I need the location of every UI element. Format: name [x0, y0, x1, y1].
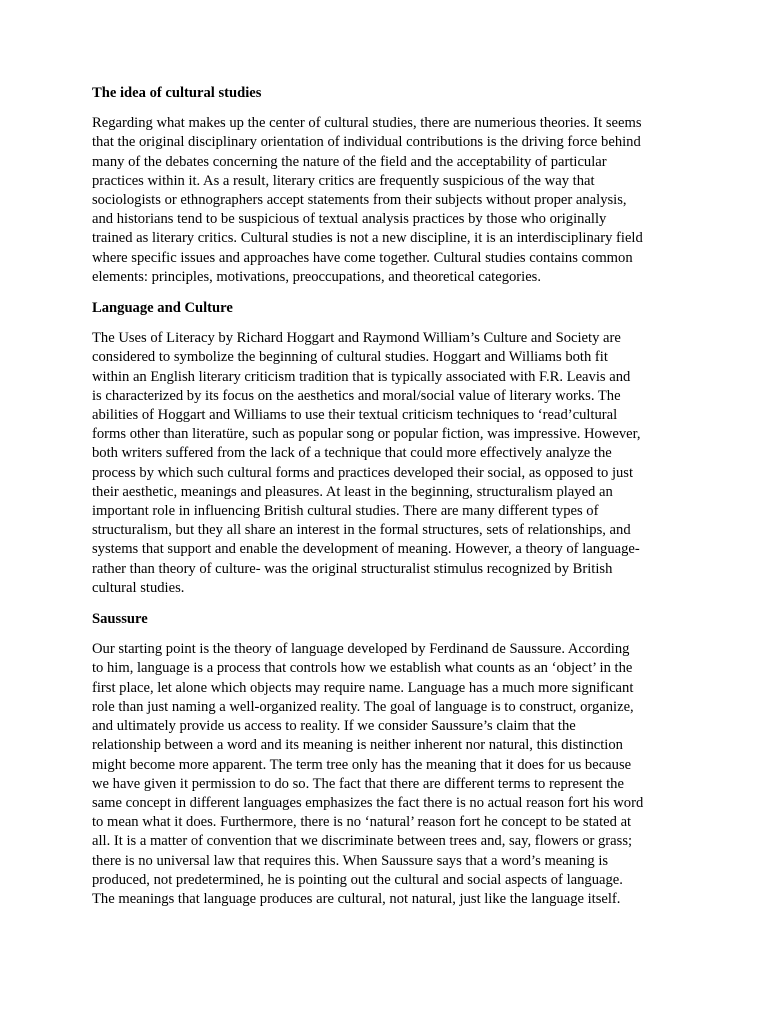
text-line: we have given it permission to do so. The fact that there are different terms to represent the — [92, 775, 624, 792]
text-line: abilities of Hoggart and Williams to use their textual criticism techniques to ‘read’cultural — [92, 407, 618, 424]
section-paragraph — [92, 114, 680, 287]
text-line: sociologists or ethnographers accept statements from their subjects without proper analysis, — [92, 192, 627, 209]
text-line: considered to symbolize the beginning of cultural studies. Hoggart and Williams both fit — [92, 349, 608, 366]
text-line: and ultimately provide us access to reality. If we consider Saussure’s claim that the — [92, 718, 576, 735]
text-line: there is no universal law that requires this. When Saussure says that a word’s meaning is — [92, 852, 609, 869]
text-line: rather than theory of culture- was the original structuralist stimulus recognized by British — [92, 560, 613, 577]
text-line: The Uses of Literacy by Richard Hoggart and Raymond William’s Culture and Society are — [92, 330, 621, 347]
text-line: both writers suffered from the lack of a technique that could more effectively analyze the — [92, 445, 612, 462]
section-language-and-culture — [92, 299, 680, 598]
text-line: within an English literary criticism tradition that is typically associated with F.R. Leavis and — [92, 368, 631, 385]
text-line: first place, let alone which objects may require name. Language has a much more significant — [92, 679, 634, 696]
text-line: might become more apparent. The term tree only has the meaning that it does for us because — [92, 756, 632, 773]
section-heading: Language and Culture — [92, 300, 233, 317]
section-paragraph — [92, 640, 680, 909]
text-line: The meanings that language produces are cultural, not natural, just like the language itself. — [92, 890, 621, 907]
text-line: systems that support and enable the development of meaning. However, a theory of language- — [92, 541, 640, 558]
text-line: trained as literary critics. Cultural studies is not a new discipline, it is an interdisciplinary field — [92, 230, 643, 247]
text-line: Regarding what makes up the center of cultural studies, there are numerious theories. It seems — [92, 115, 642, 132]
section-saussure — [92, 610, 680, 909]
text-line: forms other than literatüre, such as popular song or popular fiction, was impressive. However, — [92, 426, 641, 443]
text-line: cultural studies. — [92, 579, 185, 596]
text-line: where specific issues and approaches have come together. Cultural studies contains common — [92, 249, 633, 266]
text-line: their aesthetic, meanings and pleasures. At least in the beginning, structuralism played an — [92, 483, 613, 500]
text-line: and historians tend to be suspicious of textual analysis practices by those who originally — [92, 211, 607, 228]
text-line: to mean what it does. Furthermore, there is no ‘natural’ reason fort he concept to be stated at — [92, 814, 632, 831]
text-line: that the original disciplinary orientation of individual contributions is the driving force behind — [92, 134, 641, 151]
text-line: many of the debates concerning the nature of the field and the acceptability of particular — [92, 153, 607, 170]
text-line: all. It is a matter of convention that we discriminate between trees and, say, flowers or grass; — [92, 833, 633, 850]
text-line: process by which such cultural forms and practices developed their social, as opposed to just — [92, 464, 634, 481]
text-line: is characterized by its focus on the aesthetics and moral/social value of literary works. The — [92, 387, 621, 404]
text-line: relationship between a word and its meaning is neither inherent nor natural, this distinction — [92, 737, 623, 754]
text-line: role than just naming a well-organized reality. The goal of language is to construct, organize, — [92, 698, 634, 715]
text-line: to him, language is a process that controls how we establish what counts as an ‘object’ in the — [92, 660, 633, 677]
section-heading: The idea of cultural studies — [92, 85, 262, 101]
document-body — [92, 84, 680, 921]
section-heading: Saussure — [92, 611, 148, 628]
section-paragraph — [92, 329, 680, 598]
text-line: structuralism, but they all share an interest in the formal structures, sets of relationships, and — [92, 522, 631, 539]
text-line: practices within it. As a result, literary critics are frequently suspicious of the way that — [92, 172, 595, 189]
text-line: same concept in different languages emphasizes the fact there is no actual reason fort his word — [92, 794, 644, 811]
text-line: produced, not predetermined, he is pointing out the cultural and social aspects of language. — [92, 871, 623, 888]
text-line: Our starting point is the theory of language developed by Ferdinand de Saussure. According — [92, 641, 630, 658]
text-line: elements: principles, motivations, preoccupations, and theoretical categories. — [92, 268, 542, 285]
section-idea-of-cultural-studies — [92, 84, 680, 287]
text-line: important role in influencing British cultural studies. There are many different types of — [92, 503, 599, 520]
